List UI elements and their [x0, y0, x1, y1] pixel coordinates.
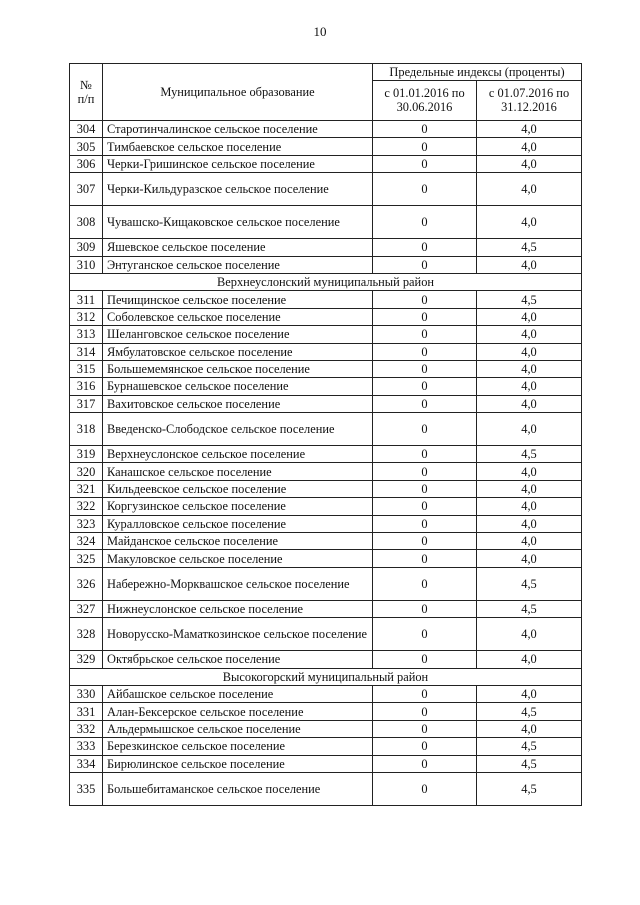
municipality-name: Большебитаманское сельское поселение [103, 772, 373, 805]
table-row [70, 378, 582, 395]
row-number: 330 [70, 685, 103, 702]
municipality-name: Айбашское сельское поселение [103, 685, 373, 702]
table-header [70, 64, 582, 121]
table-row [70, 121, 582, 138]
row-number: 326 [70, 567, 103, 600]
table-row [70, 173, 582, 206]
table-row [70, 600, 582, 617]
index-second-half: 4,0 [477, 256, 582, 273]
row-number: 325 [70, 550, 103, 567]
index-first-half: 0 [373, 600, 477, 617]
index-first-half: 0 [373, 463, 477, 480]
row-number: 320 [70, 463, 103, 480]
index-first-half: 0 [373, 138, 477, 155]
index-first-half: 0 [373, 446, 477, 463]
row-number: 309 [70, 239, 103, 256]
municipality-name: Шеланговское сельское поселение [103, 326, 373, 343]
index-first-half: 0 [373, 291, 477, 308]
row-number: 331 [70, 703, 103, 720]
index-second-half: 4,0 [477, 138, 582, 155]
row-number: 315 [70, 360, 103, 377]
index-second-half: 4,0 [477, 395, 582, 412]
index-first-half: 0 [373, 378, 477, 395]
table-row [70, 155, 582, 172]
header-limit-indexes: Предельные индексы (проценты) [373, 64, 582, 81]
row-number: 306 [70, 155, 103, 172]
index-first-half: 0 [373, 480, 477, 497]
row-number: 318 [70, 413, 103, 446]
table-row [70, 498, 582, 515]
table-row [70, 308, 582, 325]
municipality-name: Вахитовское сельское поселение [103, 395, 373, 412]
index-first-half: 0 [373, 413, 477, 446]
index-second-half: 4,5 [477, 703, 582, 720]
index-second-half: 4,0 [477, 533, 582, 550]
district-name: Верхнеуслонский муниципальный район [70, 273, 582, 290]
index-second-half: 4,0 [477, 378, 582, 395]
municipality-name: Майданское сельское поселение [103, 533, 373, 550]
header-period-first-half: с 01.01.2016 по 30.06.2016 [373, 80, 477, 120]
municipality-name: Канашское сельское поселение [103, 463, 373, 480]
index-first-half: 0 [373, 618, 477, 651]
municipality-name: Яшевское сельское поселение [103, 239, 373, 256]
index-second-half: 4,0 [477, 480, 582, 497]
row-number: 319 [70, 446, 103, 463]
index-first-half: 0 [373, 738, 477, 755]
municipality-name: Большемемянское сельское поселение [103, 360, 373, 377]
table-row [70, 567, 582, 600]
index-second-half: 4,0 [477, 550, 582, 567]
municipality-name: Кильдеевское сельское поселение [103, 480, 373, 497]
municipality-name: Соболевское сельское поселение [103, 308, 373, 325]
index-first-half: 0 [373, 256, 477, 273]
table-row [70, 463, 582, 480]
row-number: 333 [70, 738, 103, 755]
row-number: 311 [70, 291, 103, 308]
table-row [70, 515, 582, 532]
municipality-name: Старотинчалинское сельское поселение [103, 121, 373, 138]
page-number: 10 [313, 24, 327, 39]
index-second-half: 4,0 [477, 618, 582, 651]
row-number: 317 [70, 395, 103, 412]
row-number: 316 [70, 378, 103, 395]
index-second-half: 4,0 [477, 651, 582, 668]
municipality-name: Черки-Кильдуразское сельское поселение [103, 173, 373, 206]
index-first-half: 0 [373, 755, 477, 772]
row-number: 308 [70, 206, 103, 239]
district-header-row [70, 668, 582, 685]
index-first-half: 0 [373, 308, 477, 325]
table-row [70, 651, 582, 668]
index-first-half: 0 [373, 121, 477, 138]
table-row [70, 256, 582, 273]
table-row [70, 138, 582, 155]
index-first-half: 0 [373, 567, 477, 600]
municipality-name: Чувашско-Кищаковское сельское поселение [103, 206, 373, 239]
header-period-second-half: с 01.07.2016 по 31.12.2016 [477, 80, 582, 120]
table-row [70, 738, 582, 755]
municipality-name: Коргузинское сельское поселение [103, 498, 373, 515]
index-second-half: 4,5 [477, 600, 582, 617]
row-number: 310 [70, 256, 103, 273]
table-body [70, 121, 582, 806]
municipality-name: Тимбаевское сельское поселение [103, 138, 373, 155]
index-second-half: 4,5 [477, 291, 582, 308]
index-second-half: 4,5 [477, 446, 582, 463]
index-first-half: 0 [373, 326, 477, 343]
district-name: Высокогорский муниципальный район [70, 668, 582, 685]
table-row [70, 550, 582, 567]
municipality-name: Печищинское сельское поселение [103, 291, 373, 308]
municipality-name: Введенско-Слободское сельское поселение [103, 413, 373, 446]
index-second-half: 4,5 [477, 772, 582, 805]
index-second-half: 4,0 [477, 155, 582, 172]
table-row [70, 360, 582, 377]
index-first-half: 0 [373, 533, 477, 550]
table-row [70, 291, 582, 308]
index-second-half: 4,0 [477, 720, 582, 737]
index-first-half: 0 [373, 550, 477, 567]
row-number: 321 [70, 480, 103, 497]
table-row [70, 618, 582, 651]
table-row [70, 703, 582, 720]
index-first-half: 0 [373, 651, 477, 668]
index-first-half: 0 [373, 703, 477, 720]
index-second-half: 4,0 [477, 206, 582, 239]
row-number: 304 [70, 121, 103, 138]
row-number: 334 [70, 755, 103, 772]
municipality-name: Макуловское сельское поселение [103, 550, 373, 567]
index-first-half: 0 [373, 685, 477, 702]
municipality-name: Ямбулатовское сельское поселение [103, 343, 373, 360]
municipality-name: Набережно-Морквашское сельское поселение [103, 567, 373, 600]
row-number: 335 [70, 772, 103, 805]
table-row [70, 755, 582, 772]
municipality-name: Альдермышское сельское поселение [103, 720, 373, 737]
index-first-half: 0 [373, 772, 477, 805]
row-number: 327 [70, 600, 103, 617]
row-number: 323 [70, 515, 103, 532]
index-second-half: 4,0 [477, 515, 582, 532]
municipality-name: Бурнашевское сельское поселение [103, 378, 373, 395]
index-second-half: 4,0 [477, 685, 582, 702]
municipality-name: Куралловское сельское поселение [103, 515, 373, 532]
row-number: 312 [70, 308, 103, 325]
table-row [70, 685, 582, 702]
table-row [70, 413, 582, 446]
index-second-half: 4,5 [477, 239, 582, 256]
municipality-name: Энтуганское сельское поселение [103, 256, 373, 273]
table-row [70, 720, 582, 737]
index-second-half: 4,0 [477, 413, 582, 446]
row-number: 305 [70, 138, 103, 155]
index-second-half: 4,0 [477, 173, 582, 206]
header-row-number: № п/п [70, 64, 103, 121]
index-first-half: 0 [373, 173, 477, 206]
table-row [70, 480, 582, 497]
table-row [70, 533, 582, 550]
index-second-half: 4,5 [477, 738, 582, 755]
row-number: 329 [70, 651, 103, 668]
index-first-half: 0 [373, 395, 477, 412]
row-number: 324 [70, 533, 103, 550]
index-first-half: 0 [373, 515, 477, 532]
index-first-half: 0 [373, 239, 477, 256]
municipality-name: Верхнеуслонское сельское поселение [103, 446, 373, 463]
header-municipality: Муниципальное образование [103, 64, 373, 121]
row-number: 322 [70, 498, 103, 515]
municipality-name: Новорусско-Маматкозинское сельское поселение [103, 618, 373, 651]
index-first-half: 0 [373, 360, 477, 377]
municipality-name: Алан-Бексерское сельское поселение [103, 703, 373, 720]
row-number: 313 [70, 326, 103, 343]
table-row [70, 343, 582, 360]
index-second-half: 4,0 [477, 498, 582, 515]
table-row [70, 239, 582, 256]
municipality-name: Березкинское сельское поселение [103, 738, 373, 755]
index-first-half: 0 [373, 343, 477, 360]
row-number: 332 [70, 720, 103, 737]
index-first-half: 0 [373, 206, 477, 239]
index-first-half: 0 [373, 155, 477, 172]
index-second-half: 4,0 [477, 343, 582, 360]
table-row [70, 772, 582, 805]
index-second-half: 4,0 [477, 360, 582, 377]
table-row [70, 395, 582, 412]
municipality-name: Бирюлинское сельское поселение [103, 755, 373, 772]
index-first-half: 0 [373, 720, 477, 737]
district-header-row [70, 273, 582, 290]
row-number: 307 [70, 173, 103, 206]
municipality-name: Октябрьское сельское поселение [103, 651, 373, 668]
index-second-half: 4,5 [477, 567, 582, 600]
index-first-half: 0 [373, 498, 477, 515]
index-second-half: 4,0 [477, 326, 582, 343]
table-row [70, 206, 582, 239]
index-second-half: 4,0 [477, 463, 582, 480]
municipality-name: Черки-Гришинское сельское поселение [103, 155, 373, 172]
index-second-half: 4,0 [477, 308, 582, 325]
table-row [70, 326, 582, 343]
municipality-name: Нижнеуслонское сельское поселение [103, 600, 373, 617]
table-row [70, 446, 582, 463]
row-number: 328 [70, 618, 103, 651]
index-second-half: 4,0 [477, 121, 582, 138]
tariff-index-table [69, 63, 582, 806]
index-second-half: 4,5 [477, 755, 582, 772]
row-number: 314 [70, 343, 103, 360]
